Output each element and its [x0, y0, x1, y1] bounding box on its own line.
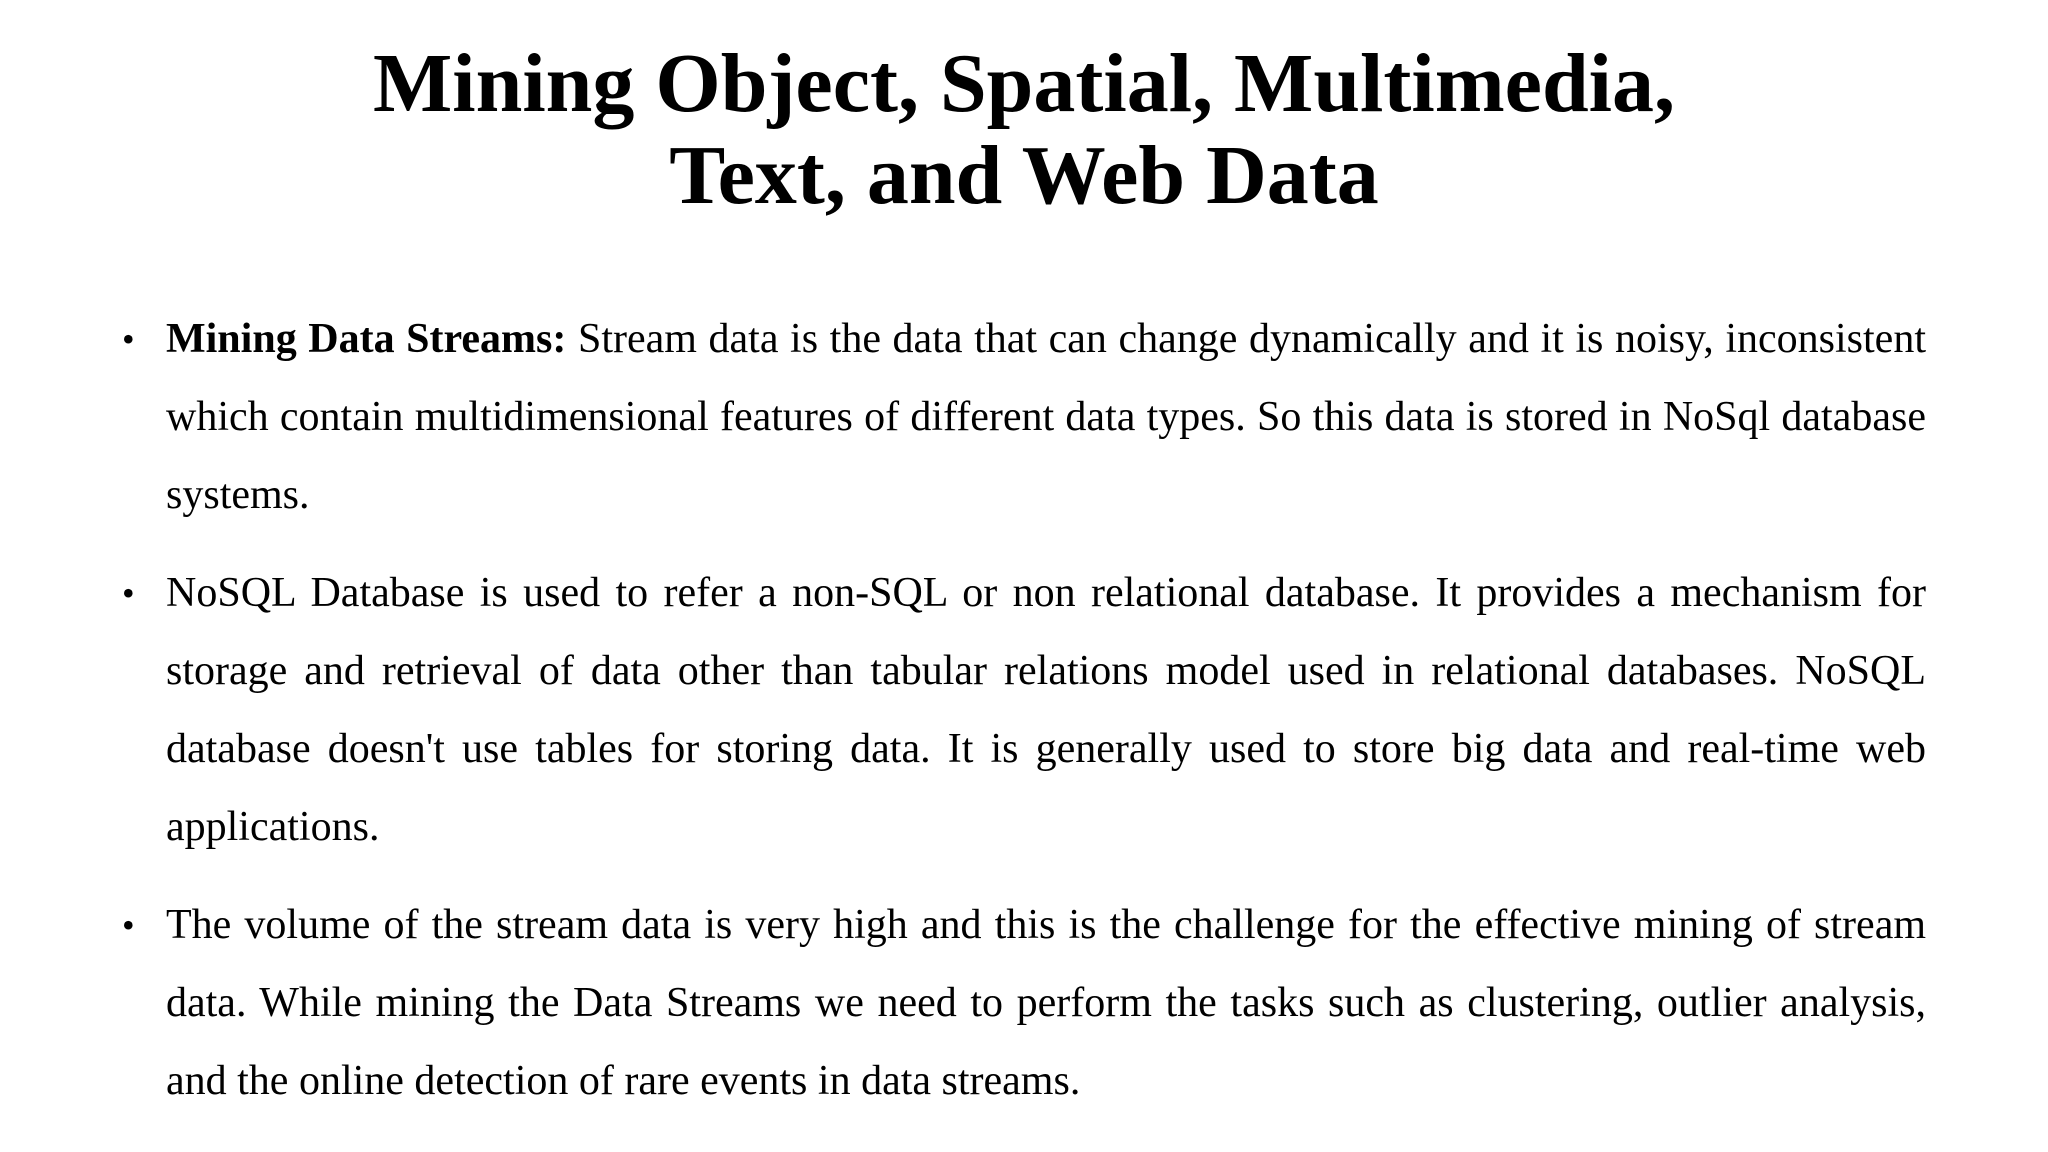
bullet-item-stream-volume: [122, 886, 1926, 1120]
bullet-lead-text: Mining Data Streams:: [166, 316, 567, 362]
bullet-body-text: The volume of the stream data is very high and this is the challenge for the effective mining of stream data. While mining the Data Streams we need to perform the tasks such as clustering, outlier analysis, and the online detection of rare events in data streams.: [166, 902, 1926, 1104]
bullet-dot-icon: •: [122, 573, 135, 613]
bullet-body-text: NoSQL Database is used to refer a non-SQL or non relational database. It provides a mechanism for storage and retrieval of data other than tabular relations model used in relational databases. NoSQL database doesn't use tables for storing data. It is generally used to store big data and real-time web applications.: [166, 570, 1926, 850]
bullet-item-nosql-database: [122, 554, 1926, 866]
slide-title-line-2: Text, and Web Data: [669, 129, 1379, 222]
slide-title: [0, 38, 2048, 222]
bullet-dot-icon: •: [122, 319, 135, 359]
slide-title-line-1: Mining Object, Spatial, Multimedia,: [373, 37, 1675, 130]
bullet-body-text: Stream data is the data that can change dynamically and it is noisy, inconsistent which contain multidimensional features of different data types. So this data is stored in NoSql database systems.: [166, 316, 1926, 518]
bullet-item-mining-data-streams: [122, 300, 1926, 534]
bullet-dot-icon: •: [122, 905, 135, 945]
bullet-list: [122, 300, 1926, 1140]
